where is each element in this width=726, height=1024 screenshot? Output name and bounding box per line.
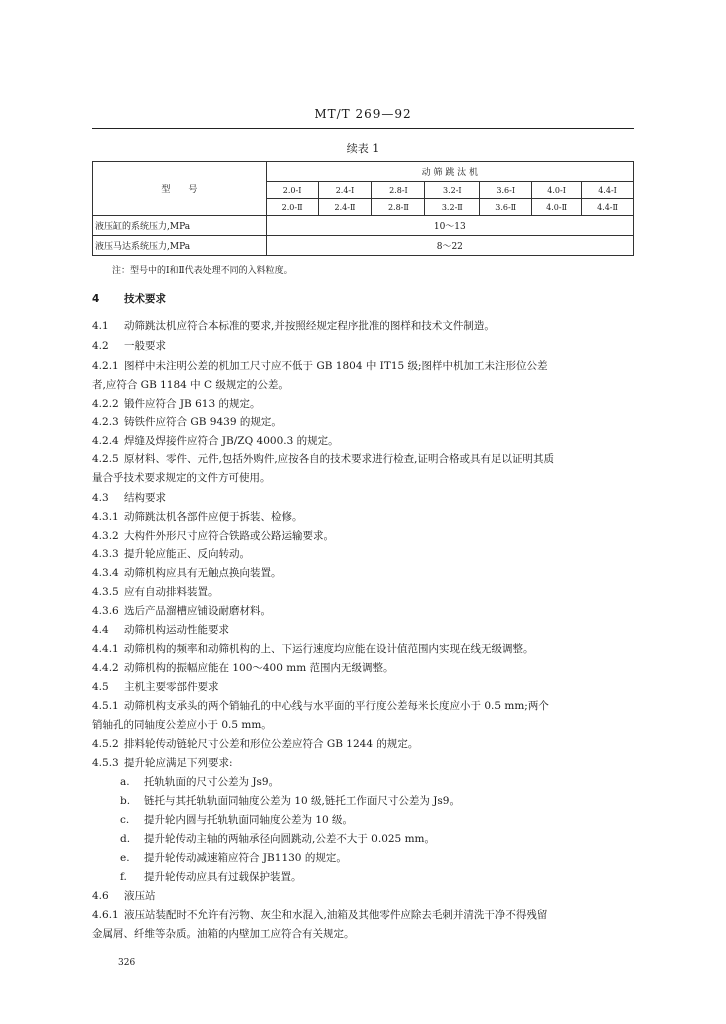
model-top: 3.2-Ⅰ <box>425 182 480 199</box>
model-top: 2.8-Ⅰ <box>372 182 425 199</box>
table-caption: 续表 1 <box>346 142 380 155</box>
clause-heading: 4.5 主机主要零部件要求 <box>92 681 219 693</box>
clause: 4.3.6 选后产品溜槽应铺设耐磨材料。 <box>92 605 271 617</box>
clause: 4.3.4 动筛机构应具有无触点换向装置。 <box>92 567 282 579</box>
row-value: 10～13 <box>266 216 633 236</box>
model-top: 3.6-Ⅰ <box>480 182 532 199</box>
table-note: 注：型号中的Ⅰ和Ⅱ代表处理不同的入料粒度。 <box>112 266 293 276</box>
clause: 4.2.4 焊缝及焊接件应符合 JB/ZQ 4000.3 的规定。 <box>92 435 339 447</box>
model-top: 2.0-Ⅰ <box>266 182 318 199</box>
list-item: f. 提升轮传动应具有过载保护装置。 <box>120 871 302 883</box>
model-top: 4.0-Ⅰ <box>532 182 582 199</box>
list-item: b. 链托与其托轨轨面同轴度公差为 10 级,链托工作面尺寸公差为 Js9。 <box>120 795 460 807</box>
clause: 4.2.5 原材料、零件、元件,包括外购件,应按各自的技术要求进行检查,证明合格或具有足以证明其质 <box>92 453 555 465</box>
standard-number: MT/T 269—92 <box>314 107 412 121</box>
list-item: c. 提升轮内圆与托轨轨面同轴度公差为 10 级。 <box>120 814 354 826</box>
model-top: 2.4-Ⅰ <box>318 182 372 199</box>
clause: 4.2.3 铸铁件应符合 GB 9439 的规定。 <box>92 416 282 428</box>
clause: 4.3.1 动筛跳汰机各部件应便于拆装、检修。 <box>92 511 303 523</box>
clause-continuation: 销轴孔的同轴度公差应小于 0.5 mm。 <box>92 719 272 731</box>
model-top: 4.4-Ⅰ <box>582 182 634 199</box>
clause: 4.2.1 图样中未注明公差的机加工尺寸应不低于 GB 1804 中 IT15 级;图样中机加工未注形位公差 <box>92 360 548 372</box>
row-label: 液压马达系统压力,MPa <box>93 236 267 256</box>
clause: 4.1 动筛跳汰机应符合本标准的要求,并按照经规定程序批准的图样和技术文件制造。 <box>92 320 495 332</box>
clause-continuation: 金属屑、纤维等杂质。油箱的内壁加工应符合有关规定。 <box>92 928 355 940</box>
clause: 4.4.1 动筛机构的频率和动筛机构的上、下运行速度均应能在设计值范围内实现在线无级调整。 <box>92 643 534 655</box>
model-bottom: 2.8-Ⅱ <box>372 199 425 216</box>
page-number: 326 <box>118 958 136 968</box>
model-row-label: 型 号 <box>93 162 267 216</box>
clause: 4.2.2 锻件应符合 JB 613 的规定。 <box>92 398 261 410</box>
list-item: e. 提升轮传动减速箱应符合 JB1130 的规定。 <box>120 852 347 864</box>
clause: 4.3.2 大构件外形尺寸应符合铁路或公路运输要求。 <box>92 530 334 542</box>
list-item: a. 托轨轨面的尺寸公差为 Js9。 <box>120 776 280 788</box>
clause: 4.3.5 应有自动排料装置。 <box>92 586 219 598</box>
model-bottom: 4.0-Ⅱ <box>532 199 582 216</box>
model-bottom: 3.6-Ⅱ <box>480 199 532 216</box>
group-header: 动 筛 跳 汰 机 <box>266 162 633 182</box>
model-bottom: 3.2-Ⅱ <box>425 199 480 216</box>
clause: 4.6.1 液压站装配时不允许有污物、灰尘和水混入,油箱及其他零件应除去毛刺并清洗干净不得残留 <box>92 909 548 921</box>
clause: 4.5.2 排料轮传动链轮尺寸公差和形位公差应符合 GB 1244 的规定。 <box>92 738 419 750</box>
clause-heading: 4.6 液压站 <box>92 890 156 902</box>
model-bottom: 2.0-Ⅱ <box>266 199 318 216</box>
model-bottom: 2.4-Ⅱ <box>318 199 372 216</box>
clause: 4.5.3 提升轮应满足下列要求: <box>92 757 233 769</box>
header-rule <box>92 128 634 129</box>
model-bottom: 4.4-Ⅱ <box>582 199 634 216</box>
row-label: 液压缸的系统压力,MPa <box>93 216 267 236</box>
clause-continuation: 量合乎技术要求规定的文件方可使用。 <box>92 472 271 484</box>
row-value: 8～22 <box>266 236 633 256</box>
clause-heading: 4.2 一般要求 <box>92 340 166 352</box>
clause: 4.4.2 动筛机构的振幅应能在 100～400 mm 范围内无级调整。 <box>92 662 394 674</box>
clause: 4.3.3 提升轮应能正、反向转动。 <box>92 548 250 560</box>
clause-continuation: 者,应符合 GB 1184 中 C 级规定的公差。 <box>92 379 289 391</box>
clause-heading: 4.3 结构要求 <box>92 492 166 504</box>
section-heading: 4 技术要求 <box>92 293 166 305</box>
clause-heading: 4.4 动筛机构运动性能要求 <box>92 624 229 636</box>
clause: 4.5.1 动筛机构支承头的两个销轴孔的中心线与水平面的平行度公差每米长度应小于 0.5 mm;两个 <box>92 700 549 712</box>
spec-table <box>92 161 634 256</box>
list-item: d. 提升轮传动主轴的两轴承径向圆跳动,公差不大于 0.025 mm。 <box>120 833 435 845</box>
